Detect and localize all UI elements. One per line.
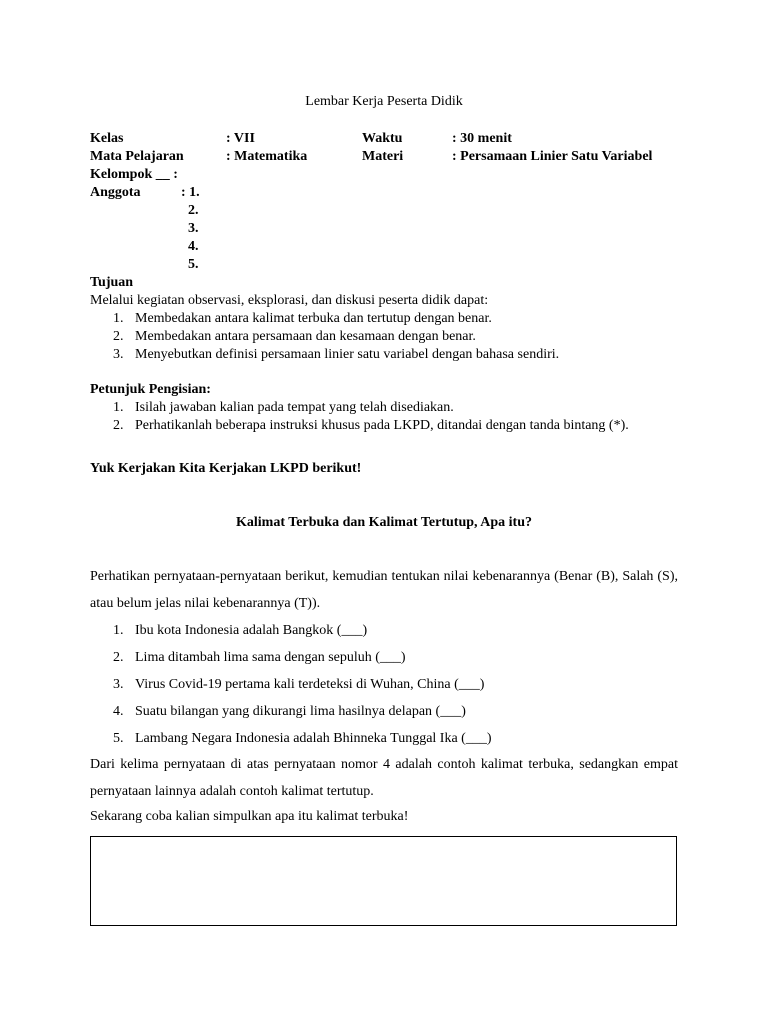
anggota-number: 5. <box>188 257 199 272</box>
mapel-value: : Matematika <box>226 149 308 164</box>
statement-list <box>90 617 492 752</box>
list-number: 3. <box>113 677 124 692</box>
list-number: 1. <box>113 400 124 415</box>
list-number: 2. <box>113 418 124 433</box>
list-number: 1. <box>113 311 124 326</box>
list-text: Virus Covid-19 pertama kali terdeteksi di Wuhan, China (___) <box>135 677 485 692</box>
list-item <box>90 346 559 364</box>
page-title: Lembar Kerja Peserta Didik <box>305 94 463 109</box>
kelas-value: : VII <box>226 131 255 146</box>
list-item <box>90 644 492 671</box>
list-text: Menyebutkan definisi persamaan linier satu variabel dengan bahasa sendiri. <box>135 347 560 362</box>
anggota-number: 2. <box>188 203 199 218</box>
list-number: 2. <box>113 650 124 665</box>
anggota-number: : 1. <box>181 185 200 200</box>
list-number: 3. <box>113 347 124 362</box>
answer-box[interactable] <box>90 836 677 926</box>
list-number: 5. <box>113 731 124 746</box>
section-heading: Kalimat Terbuka dan Kalimat Tertutup, Apa itu? <box>235 515 533 530</box>
materi-label: Materi <box>362 149 404 164</box>
list-text: Ibu kota Indonesia adalah Bangkok (___) <box>135 623 368 638</box>
list-text: Lambang Negara Indonesia adalah Bhinneka Tunggal Ika (___) <box>135 731 492 746</box>
tujuan-heading: Tujuan <box>90 275 134 290</box>
tujuan-list <box>90 310 559 364</box>
petunjuk-list <box>90 399 629 435</box>
list-item <box>90 671 492 698</box>
list-number: 4. <box>113 704 124 719</box>
list-item <box>90 698 492 725</box>
kelompok-field: Kelompok __ : <box>90 167 178 182</box>
list-number: 2. <box>113 329 124 344</box>
list-item <box>90 399 629 417</box>
list-item <box>90 725 492 752</box>
section-prompt: Sekarang coba kalian simpulkan apa itu kalimat terbuka! <box>90 809 409 824</box>
anggota-label: Anggota <box>90 185 141 200</box>
list-text: Membedakan antara persamaan dan kesamaan dengan benar. <box>135 329 476 344</box>
anggota-number: 4. <box>188 239 199 254</box>
ajakan-text: Yuk Kerjakan Kita Kerjakan LKPD berikut! <box>90 461 362 476</box>
list-text: Suatu bilangan yang dikurangi lima hasilnya delapan (___) <box>135 704 466 719</box>
section-conclusion: Dari kelima pernyataan di atas pernyataan nomor 4 adalah contoh kalimat terbuka, sedangkan empat pernyataan lainnya adalah contoh kalimat tertutup. <box>90 757 678 799</box>
list-item <box>90 417 629 435</box>
list-item <box>90 328 559 346</box>
petunjuk-heading: Petunjuk Pengisian: <box>90 382 211 397</box>
section-instruction: Perhatikan pernyataan-pernyataan berikut, kemudian tentukan nilai kebenarannya (Benar (B), Salah (S), atau belum jelas nilai kebenarannya (T)). <box>90 569 678 611</box>
list-text: Isilah jawaban kalian pada tempat yang telah disediakan. <box>135 400 454 415</box>
list-item <box>90 617 492 644</box>
list-number: 1. <box>113 623 124 638</box>
kelas-label: Kelas <box>90 131 124 146</box>
mapel-label: Mata Pelajaran <box>90 149 184 164</box>
materi-value: : Persamaan Linier Satu Variabel <box>452 149 653 164</box>
waktu-value: : 30 menit <box>452 131 512 146</box>
list-text: Perhatikanlah beberapa instruksi khusus pada LKPD, ditandai dengan tanda bintang (*). <box>135 418 629 433</box>
list-text: Lima ditambah lima sama dengan sepuluh (___) <box>135 650 406 665</box>
list-item <box>90 310 559 328</box>
waktu-label: Waktu <box>362 131 403 146</box>
list-text: Membedakan antara kalimat terbuka dan tertutup dengan benar. <box>135 311 492 326</box>
tujuan-intro: Melalui kegiatan observasi, eksplorasi, dan diskusi peserta didik dapat: <box>90 293 489 308</box>
anggota-number: 3. <box>188 221 199 236</box>
